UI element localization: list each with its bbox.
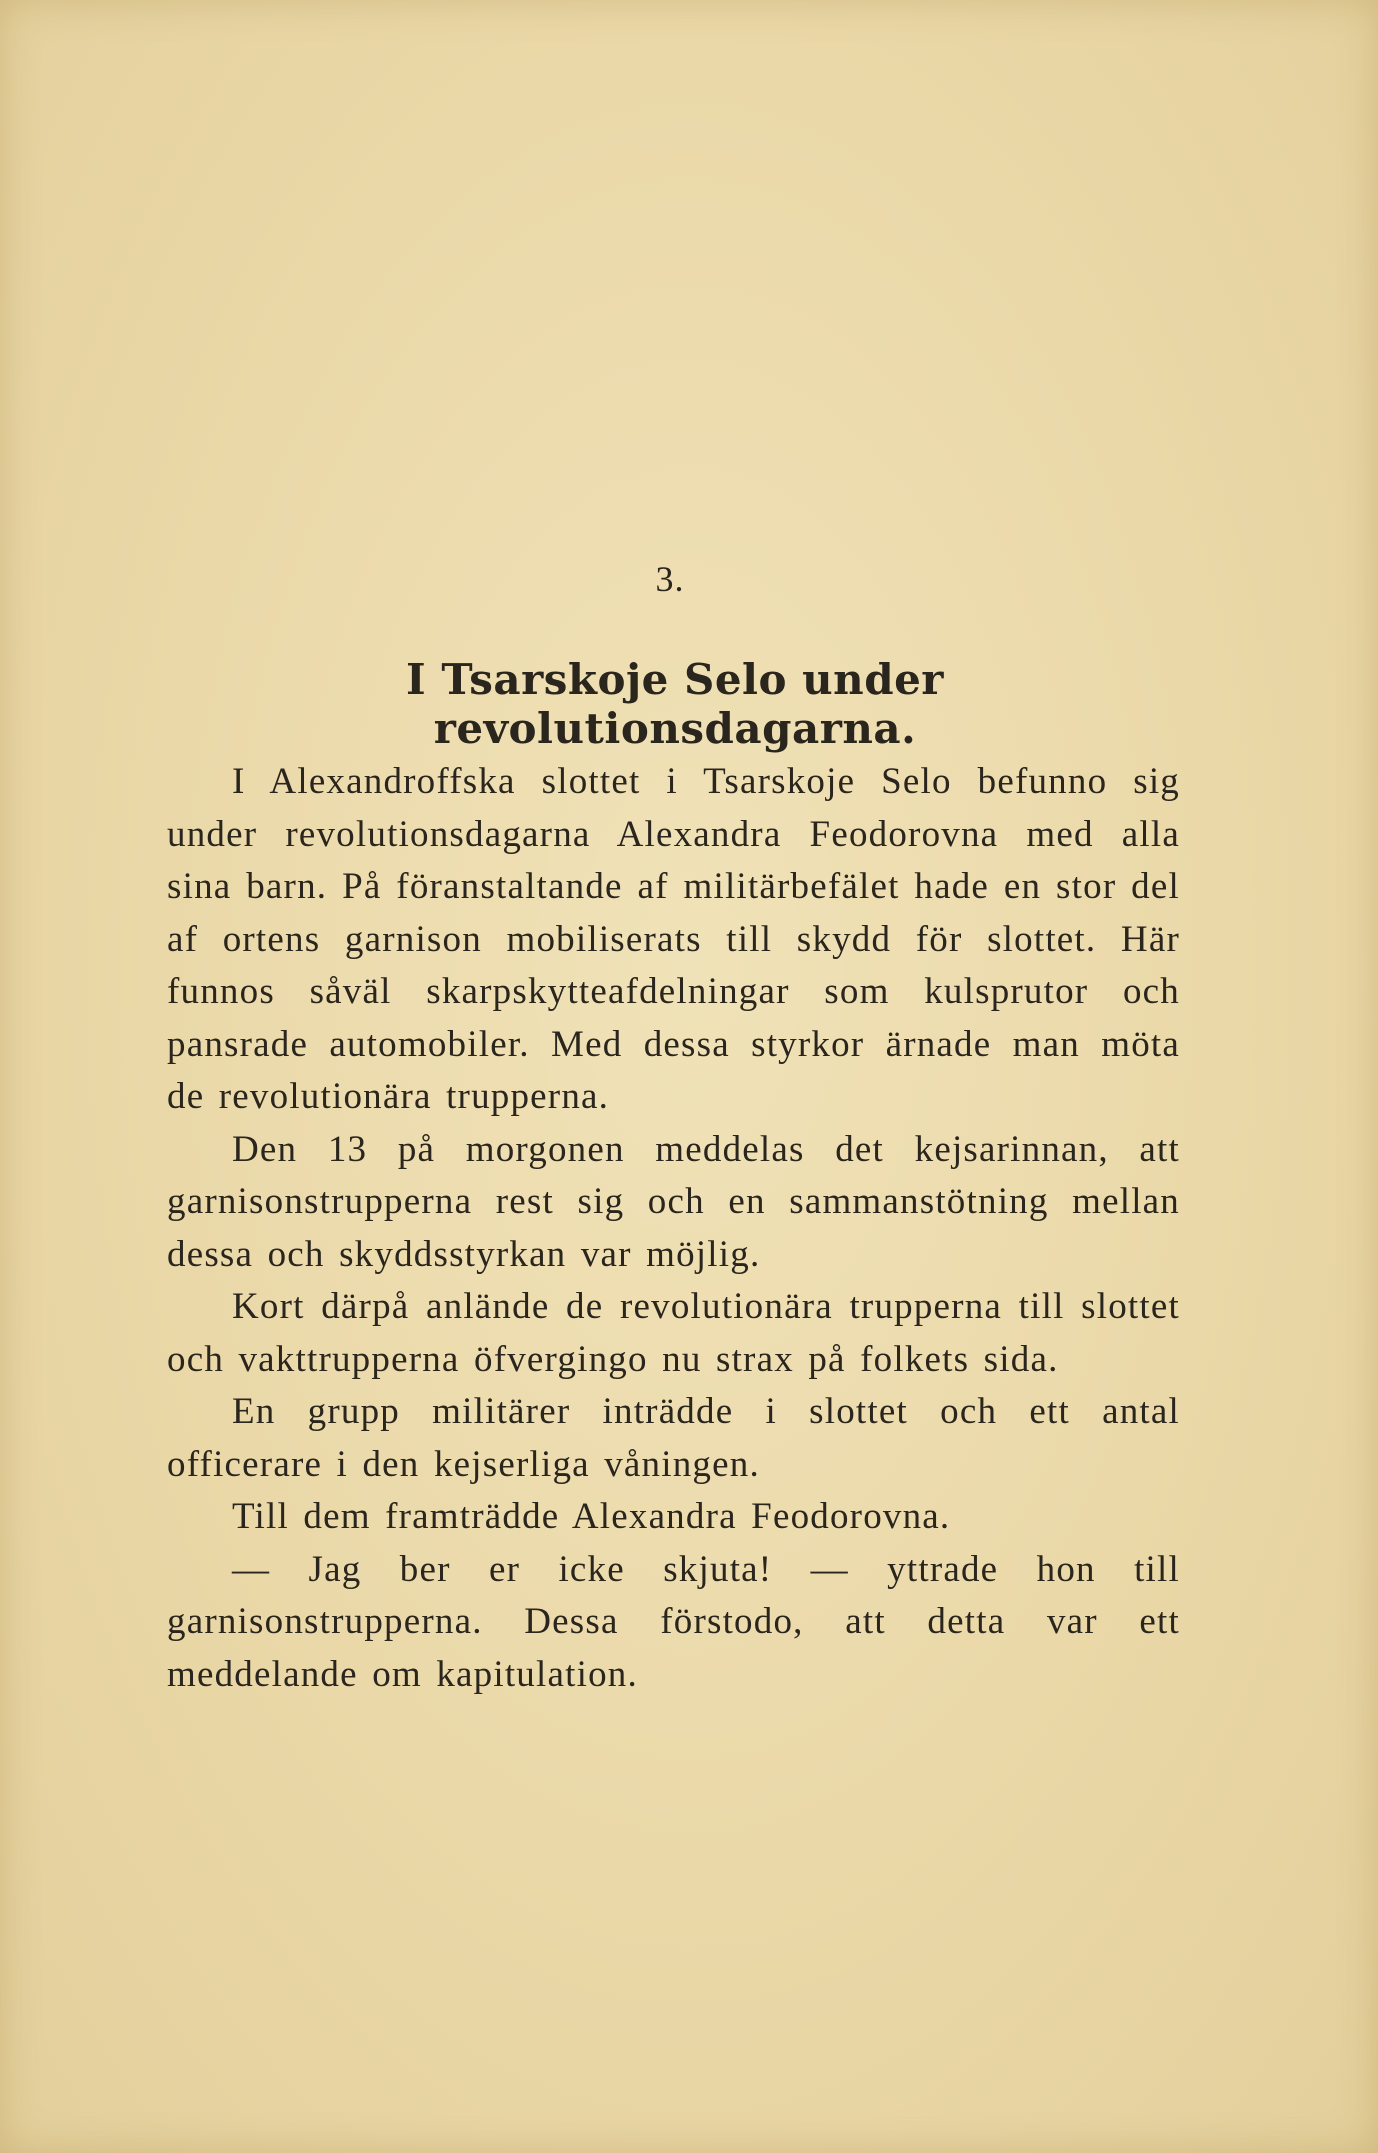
paragraph: I Alexandroffska slottet i Tsarskoje Selo befunno sig under revolutionsdagarna Alexandra Feodorovna med alla sina barn. På föranstaltande af militärbefälet hade en stor del af ortens garnison mobiliserats till skydd för slottet. Här funnos såväl skarpskytteafdelningar som kulsprutor och pansrade automobiler. Med dessa styrkor ärnade man möta de revolutionära trupperna.	[167, 761, 1180, 1117]
chapter-title: I Tsarskoje Selo under revolutionsdagarna.	[406, 655, 944, 753]
paragraph: — Jag ber er icke skjuta! — yttrade hon till garnisonstrupperna. Dessa förstodo, att detta var ett meddelande om kapitulation.	[167, 1548, 1180, 1695]
paragraph: Till dem framträdde Alexandra Feodorovna.	[232, 1496, 951, 1537]
page-number: 3.	[655, 559, 685, 599]
paragraph: Den 13 på morgonen meddelas det kejsarinnan, att garnisonstrupperna rest sig och en sammanstötning mellan dessa och skyddsstyrkan var möjlig.	[167, 1128, 1180, 1275]
body-text	[167, 756, 1180, 1701]
paragraph: En grupp militärer inträdde i slottet och ett antal officerare i den kejserliga våningen.	[167, 1391, 1180, 1485]
paragraph: Kort därpå anlände de revolutionära trupperna till slottet och vakttrupperna öfvergingo nu strax på folkets sida.	[167, 1286, 1180, 1380]
